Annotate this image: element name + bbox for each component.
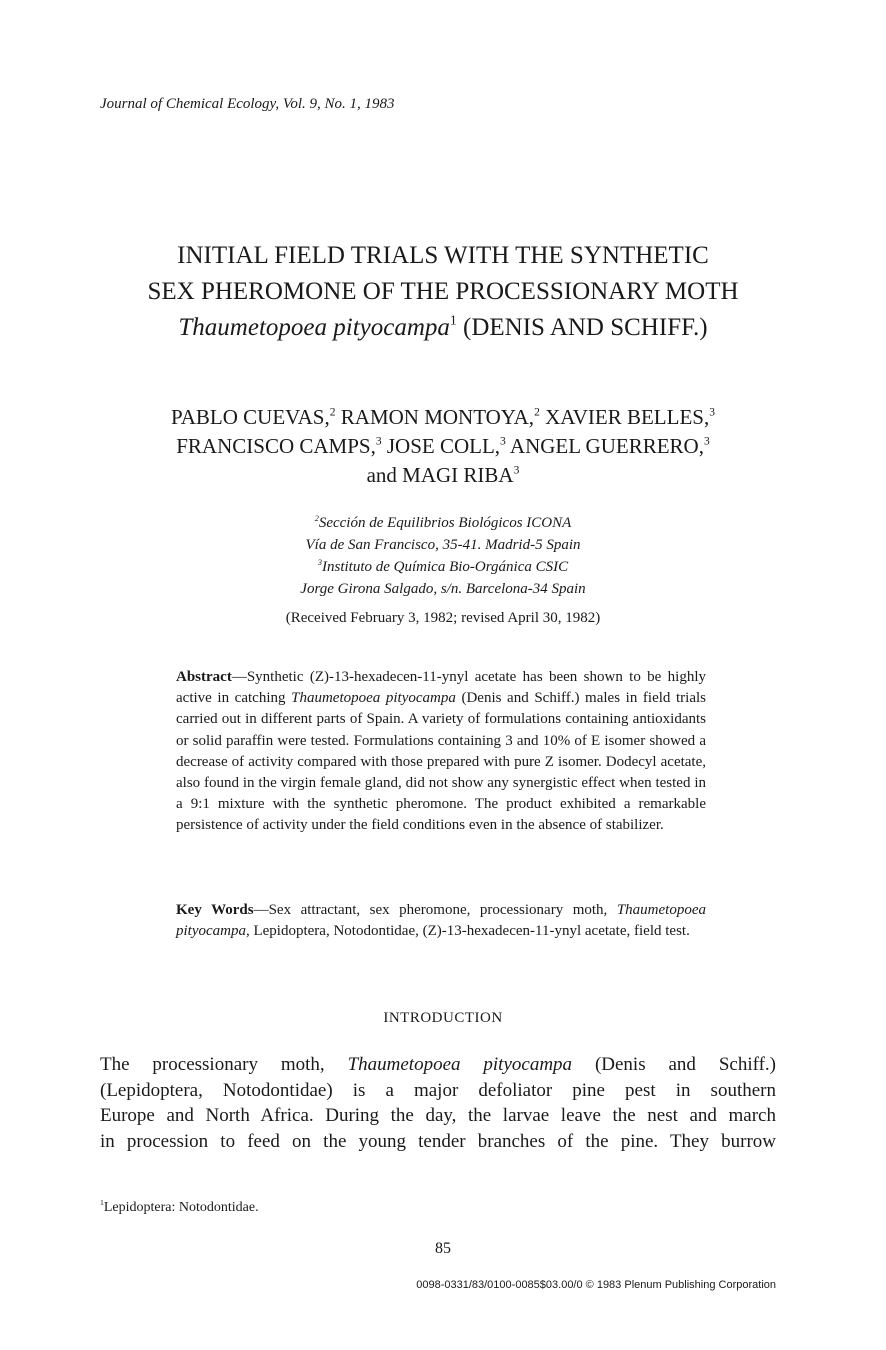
title-line-2: SEX PHEROMONE OF THE PROCESSIONARY MOTH bbox=[147, 278, 739, 305]
title-authority: (DENIS AND SCHIFF.) bbox=[463, 314, 708, 341]
affiliation-line: $^3$Instituto de Química Bio-Orgánica CSIC bbox=[317, 557, 569, 575]
keywords-label: Key Words bbox=[176, 902, 254, 918]
author-name: FRANCISCO CAMPS, bbox=[176, 434, 376, 458]
author-name: XAVIER BELLES, bbox=[545, 405, 710, 429]
author-name: PABLO CUEVAS, bbox=[171, 405, 330, 429]
article-title bbox=[0, 238, 886, 346]
author-name: JOSE COLL, bbox=[386, 434, 501, 458]
journal-citation: Journal of Chemical Ecology, Vol. 9, No. 1, 1983 bbox=[100, 96, 395, 112]
section-heading-introduction: INTRODUCTION bbox=[383, 1010, 503, 1026]
author-name: ANGEL GUERRERO, bbox=[509, 434, 704, 458]
title-line-1: INITIAL FIELD TRIALS WITH THE SYNTHETIC bbox=[177, 242, 709, 269]
affiliation-line: Jorge Girona Salgado, s/n. Barcelona-34 Spain bbox=[300, 581, 586, 597]
abstract: Abstract—Synthetic (Z)-13-hexadecen-11-ynyl acetate has been shown to be highly active in catching Thaumetopoea pityocampa (Denis and Schiff.) males in field trials carried out in different parts of Spain. A variety of formulations containing antioxidants or solid paraffin were tested. Formulations containing 3 and 10% of E isomer showed a decrease of activity compared with those prepared with pure Z isomer. Dodecyl acetate, also found in the virgin female gland, did not show any synergistic effect when tested in a 9:1 mixture with the synthetic pheromone. The product exhibited a remarkable persistence of activity under the field conditions even in the absence of stabilizer. bbox=[176, 669, 707, 834]
title-species: Thaumetopoea pityocampa bbox=[178, 314, 450, 341]
affiliation-line: Vía de San Francisco, 35-41. Madrid-5 Spain bbox=[305, 537, 581, 553]
page-number: 85 bbox=[435, 1240, 451, 1257]
author-name: RAMON MONTOYA, bbox=[340, 405, 535, 429]
keywords: Key Words—Sex attractant, sex pheromone, processionary moth, Thaumetopoea pityocampa, Lepidoptera, Notodontidae, (Z)-13-hexadecen-11-ynyl acetate, field test. bbox=[176, 902, 706, 940]
received-dates: (Received February 3, 1982; revised April 30, 1982) bbox=[285, 610, 601, 626]
affiliation-line: $^2$Sección de Equilibrios Biológicos ICONA bbox=[314, 513, 572, 531]
title-footnote-mark: 1 bbox=[449, 312, 457, 328]
affiliations bbox=[0, 512, 886, 600]
author-list: PABLO CUEVAS,$^2$ RAMON MONTOYA,$^2$ XAVIER BELLES,$^3$ FRANCISCO CAMPS,$^3$ JOSE COLL,$^3$ ANGEL GUERRERO,$^3$ and MAGI RIBA$^3$ bbox=[171, 405, 715, 487]
introduction-text: The processionary moth, Thaumetopoea pityocampa (Denis and Schiff.) (Lepidoptera, Notodontidae) is a major defoliator pine pest in southern Europe and North Africa. During the day, the larvae leave the nest and march in procession to feed on the young tender branches of the pine. They burrow bbox=[100, 1054, 776, 1152]
author-name: and MAGI RIBA bbox=[366, 463, 514, 487]
abstract-label: Abstract bbox=[176, 669, 232, 685]
copyright-line: 0098-0331/83/0100-0085$03.00/0 © 1983 Plenum Publishing Corporation bbox=[416, 1279, 776, 1291]
footnote: $^1$Lepidoptera: Notodontidae. bbox=[100, 1198, 259, 1215]
title-line-3 bbox=[0, 310, 886, 346]
